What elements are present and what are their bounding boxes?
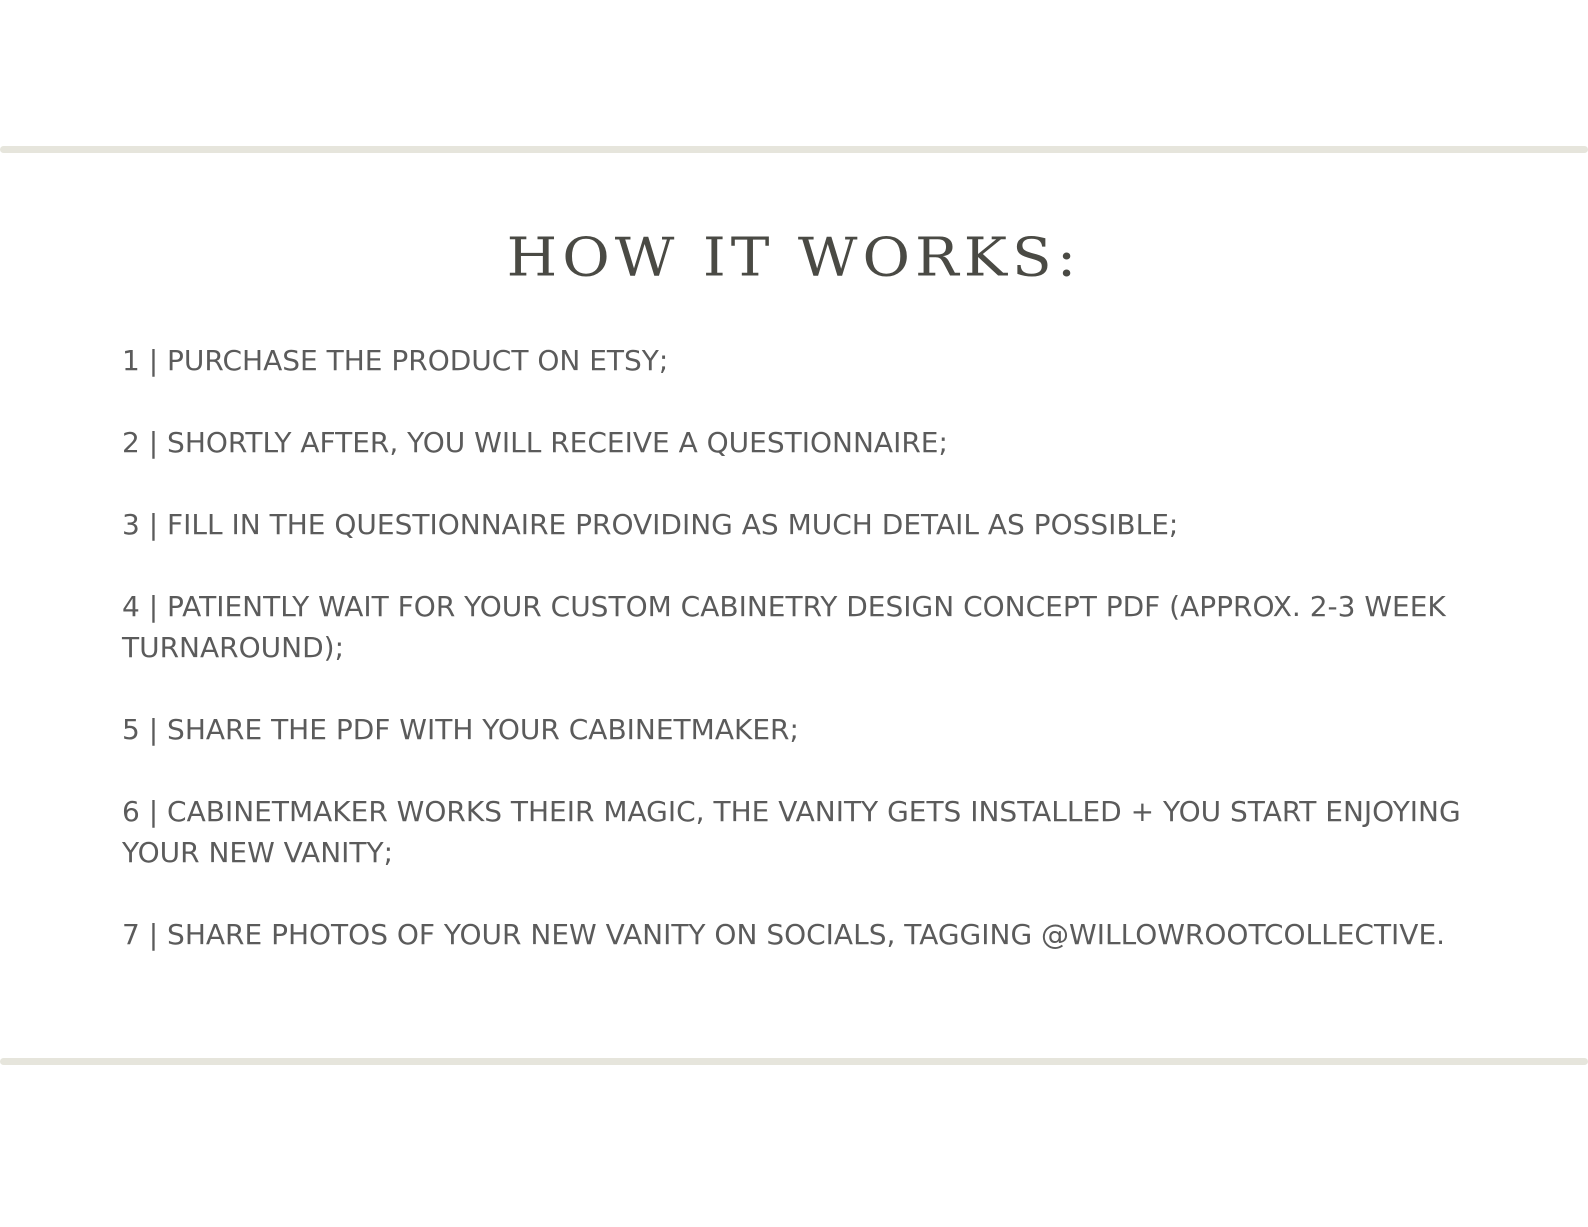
step-item: 6 | CABINETMAKER WORKS THEIR MAGIC, THE VANITY GETS INSTALLED + YOU START ENJOYING YOUR NEW VANITY; — [122, 795, 1461, 869]
step-item: 3 | FILL IN THE QUESTIONNAIRE PROVIDING AS MUCH DETAIL AS POSSIBLE; — [122, 508, 1179, 541]
step-item: 2 | SHORTLY AFTER, YOU WILL RECEIVE A QUESTIONNAIRE; — [122, 426, 948, 459]
step-item: 5 | SHARE THE PDF WITH YOUR CABINETMAKER; — [122, 713, 799, 746]
bottom-divider — [0, 1058, 1588, 1065]
step-item: 4 | PATIENTLY WAIT FOR YOUR CUSTOM CABINETRY DESIGN CONCEPT PDF (APPROX. 2-3 WEEK TURNAROUND); — [122, 590, 1446, 664]
top-divider — [0, 146, 1588, 153]
steps-list — [122, 340, 1472, 996]
step-item: 7 | SHARE PHOTOS OF YOUR NEW VANITY ON SOCIALS, TAGGING @WILLOWROOTCOLLECTIVE. — [122, 918, 1446, 951]
step-item: 1 | PURCHASE THE PRODUCT ON ETSY; — [122, 344, 669, 377]
page-title: HOW IT WORKS: — [506, 225, 1082, 289]
